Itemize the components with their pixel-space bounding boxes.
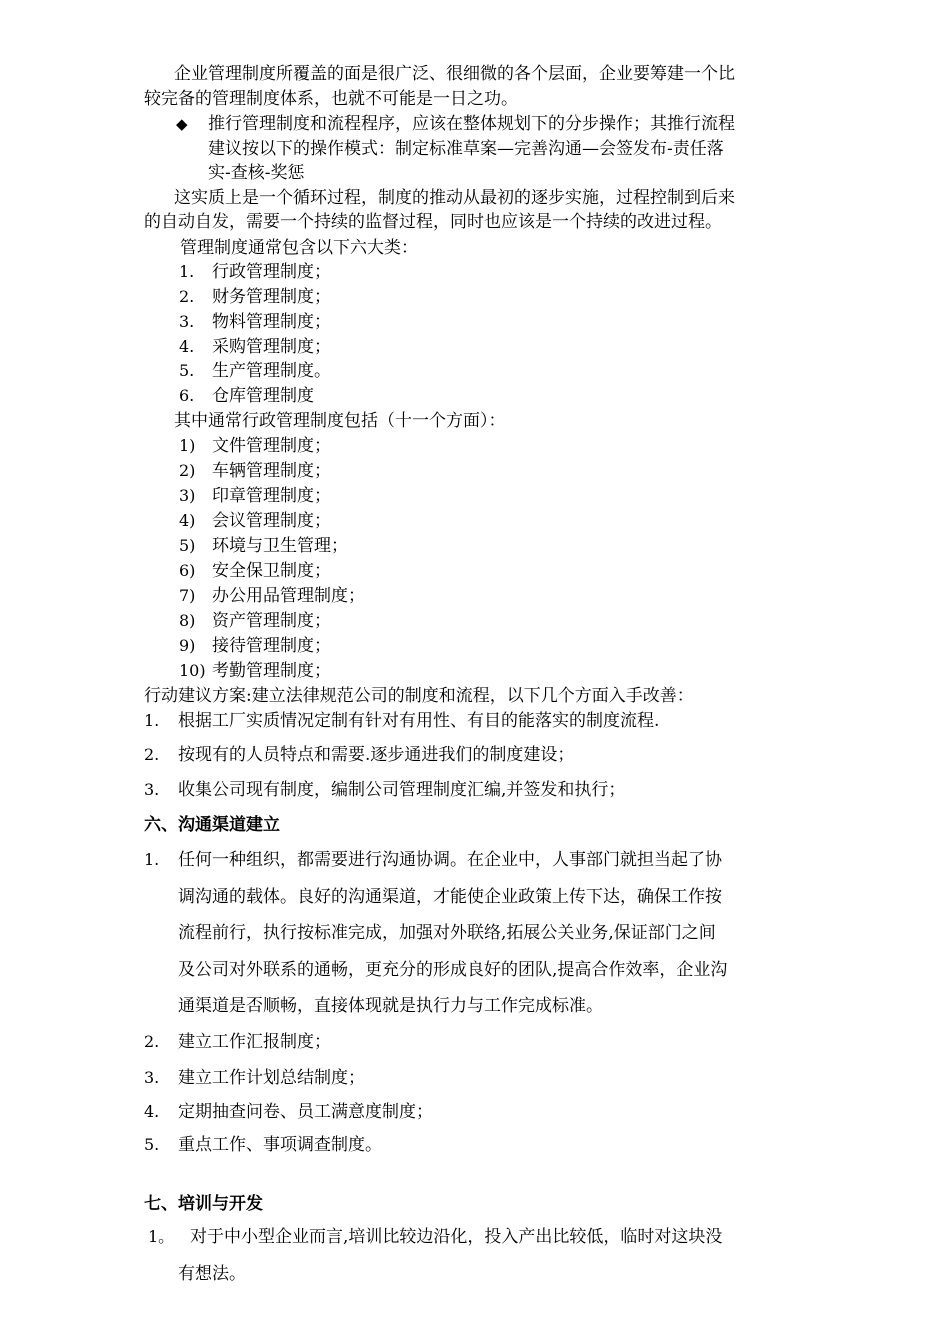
list-item-number: 6) bbox=[179, 561, 196, 580]
paragraph-line: 任何一种组织，都需要进行沟通协调。在企业中，人事部门就担当起了协 bbox=[178, 850, 722, 870]
list-item: 建立工作汇报制度； bbox=[178, 1032, 331, 1052]
list-item-number: 1。 bbox=[148, 1227, 175, 1246]
section-heading: 六、沟通渠道建立 bbox=[144, 815, 280, 835]
list-item-number: 2. bbox=[179, 287, 195, 306]
list-item-number: 2. bbox=[144, 745, 160, 764]
diamond-bullet-icon: ◆ bbox=[176, 115, 188, 133]
list-item-number: 3. bbox=[144, 1068, 160, 1087]
list-item: 建立工作计划总结制度； bbox=[178, 1068, 365, 1088]
list-item: 安全保卫制度； bbox=[212, 561, 331, 581]
list-item-number: 4. bbox=[179, 337, 195, 356]
list-item: 印章管理制度； bbox=[212, 486, 331, 506]
list-item: 会议管理制度； bbox=[212, 511, 331, 531]
list-item-number: 6. bbox=[179, 386, 195, 405]
paragraph-line: 有想法。 bbox=[178, 1264, 246, 1284]
list-item: 环境与卫生管理； bbox=[212, 536, 348, 556]
list-item: 接待管理制度； bbox=[212, 636, 331, 656]
list-item-number: 1. bbox=[144, 711, 160, 730]
list-item: 车辆管理制度； bbox=[212, 461, 331, 481]
list-item-number: 5. bbox=[144, 1135, 160, 1154]
paragraph-line: 调沟通的载体。良好的沟通渠道，才能使企业政策上传下达，确保工作按 bbox=[178, 887, 722, 907]
paragraph-line: 通渠道是否顺畅，直接体现就是执行力与工作完成标准。 bbox=[178, 996, 603, 1016]
list-item-number: 3. bbox=[179, 312, 195, 331]
list-item-number: 4. bbox=[144, 1102, 160, 1121]
list-item: 仓库管理制度 bbox=[212, 386, 314, 406]
paragraph-line: 及公司对外联系的通畅，更充分的形成良好的团队,提高合作效率，企业沟 bbox=[178, 960, 728, 980]
intro-paragraph-line: 较完备的管理制度体系，也就不可能是一日之功。 bbox=[144, 89, 518, 109]
list-item: 办公用品管理制度； bbox=[212, 586, 365, 606]
bullet-text-line: 推行管理制度和流程程序，应该在整体规划下的分步操作；其推行流程 bbox=[208, 114, 735, 134]
list-item-number: 2. bbox=[144, 1032, 160, 1051]
cycle-paragraph-line: 这实质上是一个循环过程，制度的推动从最初的逐步实施，过程控制到后来 bbox=[174, 188, 735, 208]
list-item: 物料管理制度； bbox=[212, 312, 331, 332]
list-item: 根据工厂实质情况定制有针对有用性、有目的能落实的制度流程. bbox=[178, 711, 660, 731]
bullet-text-line: 建议按以下的操作模式：制定标准草案—完善沟通—会签发布-责任落 bbox=[208, 139, 724, 159]
list-item-number: 4) bbox=[179, 511, 196, 530]
list-item-number: 10) bbox=[179, 661, 206, 680]
list-item: 收集公司现有制度，编制公司管理制度汇编,并签发和执行； bbox=[178, 780, 626, 800]
cycle-paragraph-line: 的自动自发，需要一个持续的监督过程，同时也应该是一个持续的改进过程。 bbox=[144, 212, 722, 232]
list-item: 按现有的人员特点和需要.逐步通进我们的制度建设； bbox=[178, 745, 575, 765]
list-item: 采购管理制度； bbox=[212, 337, 331, 357]
list-item-number: 8) bbox=[179, 611, 196, 630]
list-item: 文件管理制度； bbox=[212, 436, 331, 456]
list-item-number: 7) bbox=[179, 586, 196, 605]
list-item: 生产管理制度。 bbox=[212, 361, 331, 381]
list-item-number: 1. bbox=[144, 850, 160, 869]
list-item-number: 9) bbox=[179, 636, 196, 655]
list-item: 重点工作、事项调查制度。 bbox=[178, 1135, 382, 1155]
list-item: 财务管理制度； bbox=[212, 287, 331, 307]
paragraph-line: 流程前行，执行按标准完成，加强对外联络,拓展公关业务,保证部门之间 bbox=[178, 923, 716, 943]
section-heading: 七、培训与开发 bbox=[144, 1194, 263, 1214]
list-item-number: 1) bbox=[179, 436, 196, 455]
paragraph-line: 对于中小型企业而言,培训比较边沿化，投入产出比较低，临时对这块没 bbox=[190, 1227, 723, 1247]
list-item-number: 3) bbox=[179, 486, 196, 505]
list-item-number: 1. bbox=[179, 262, 195, 281]
list-item-number: 5) bbox=[179, 536, 196, 555]
list-item-number: 5. bbox=[179, 361, 195, 380]
categories-lead: 管理制度通常包含以下六大类： bbox=[180, 238, 418, 258]
list-item: 行政管理制度； bbox=[212, 262, 331, 282]
list-item-number: 3. bbox=[144, 780, 160, 799]
list-item-number: 2) bbox=[179, 461, 196, 480]
bullet-text-line: 实-查核-奖惩 bbox=[208, 163, 305, 183]
list-item: 定期抽查问卷、员工满意度制度； bbox=[178, 1102, 433, 1122]
list-item: 考勤管理制度； bbox=[212, 661, 331, 681]
admin-system-lead: 其中通常行政管理制度包括（十一个方面）： bbox=[174, 411, 506, 431]
intro-paragraph-line: 企业管理制度所覆盖的面是很广泛、很细微的各个层面，企业要筹建一个比 bbox=[174, 64, 735, 84]
list-item: 资产管理制度； bbox=[212, 611, 331, 631]
action-plan-lead: 行动建议方案:建立法律规范公司的制度和流程，以下几个方面入手改善： bbox=[144, 686, 694, 706]
